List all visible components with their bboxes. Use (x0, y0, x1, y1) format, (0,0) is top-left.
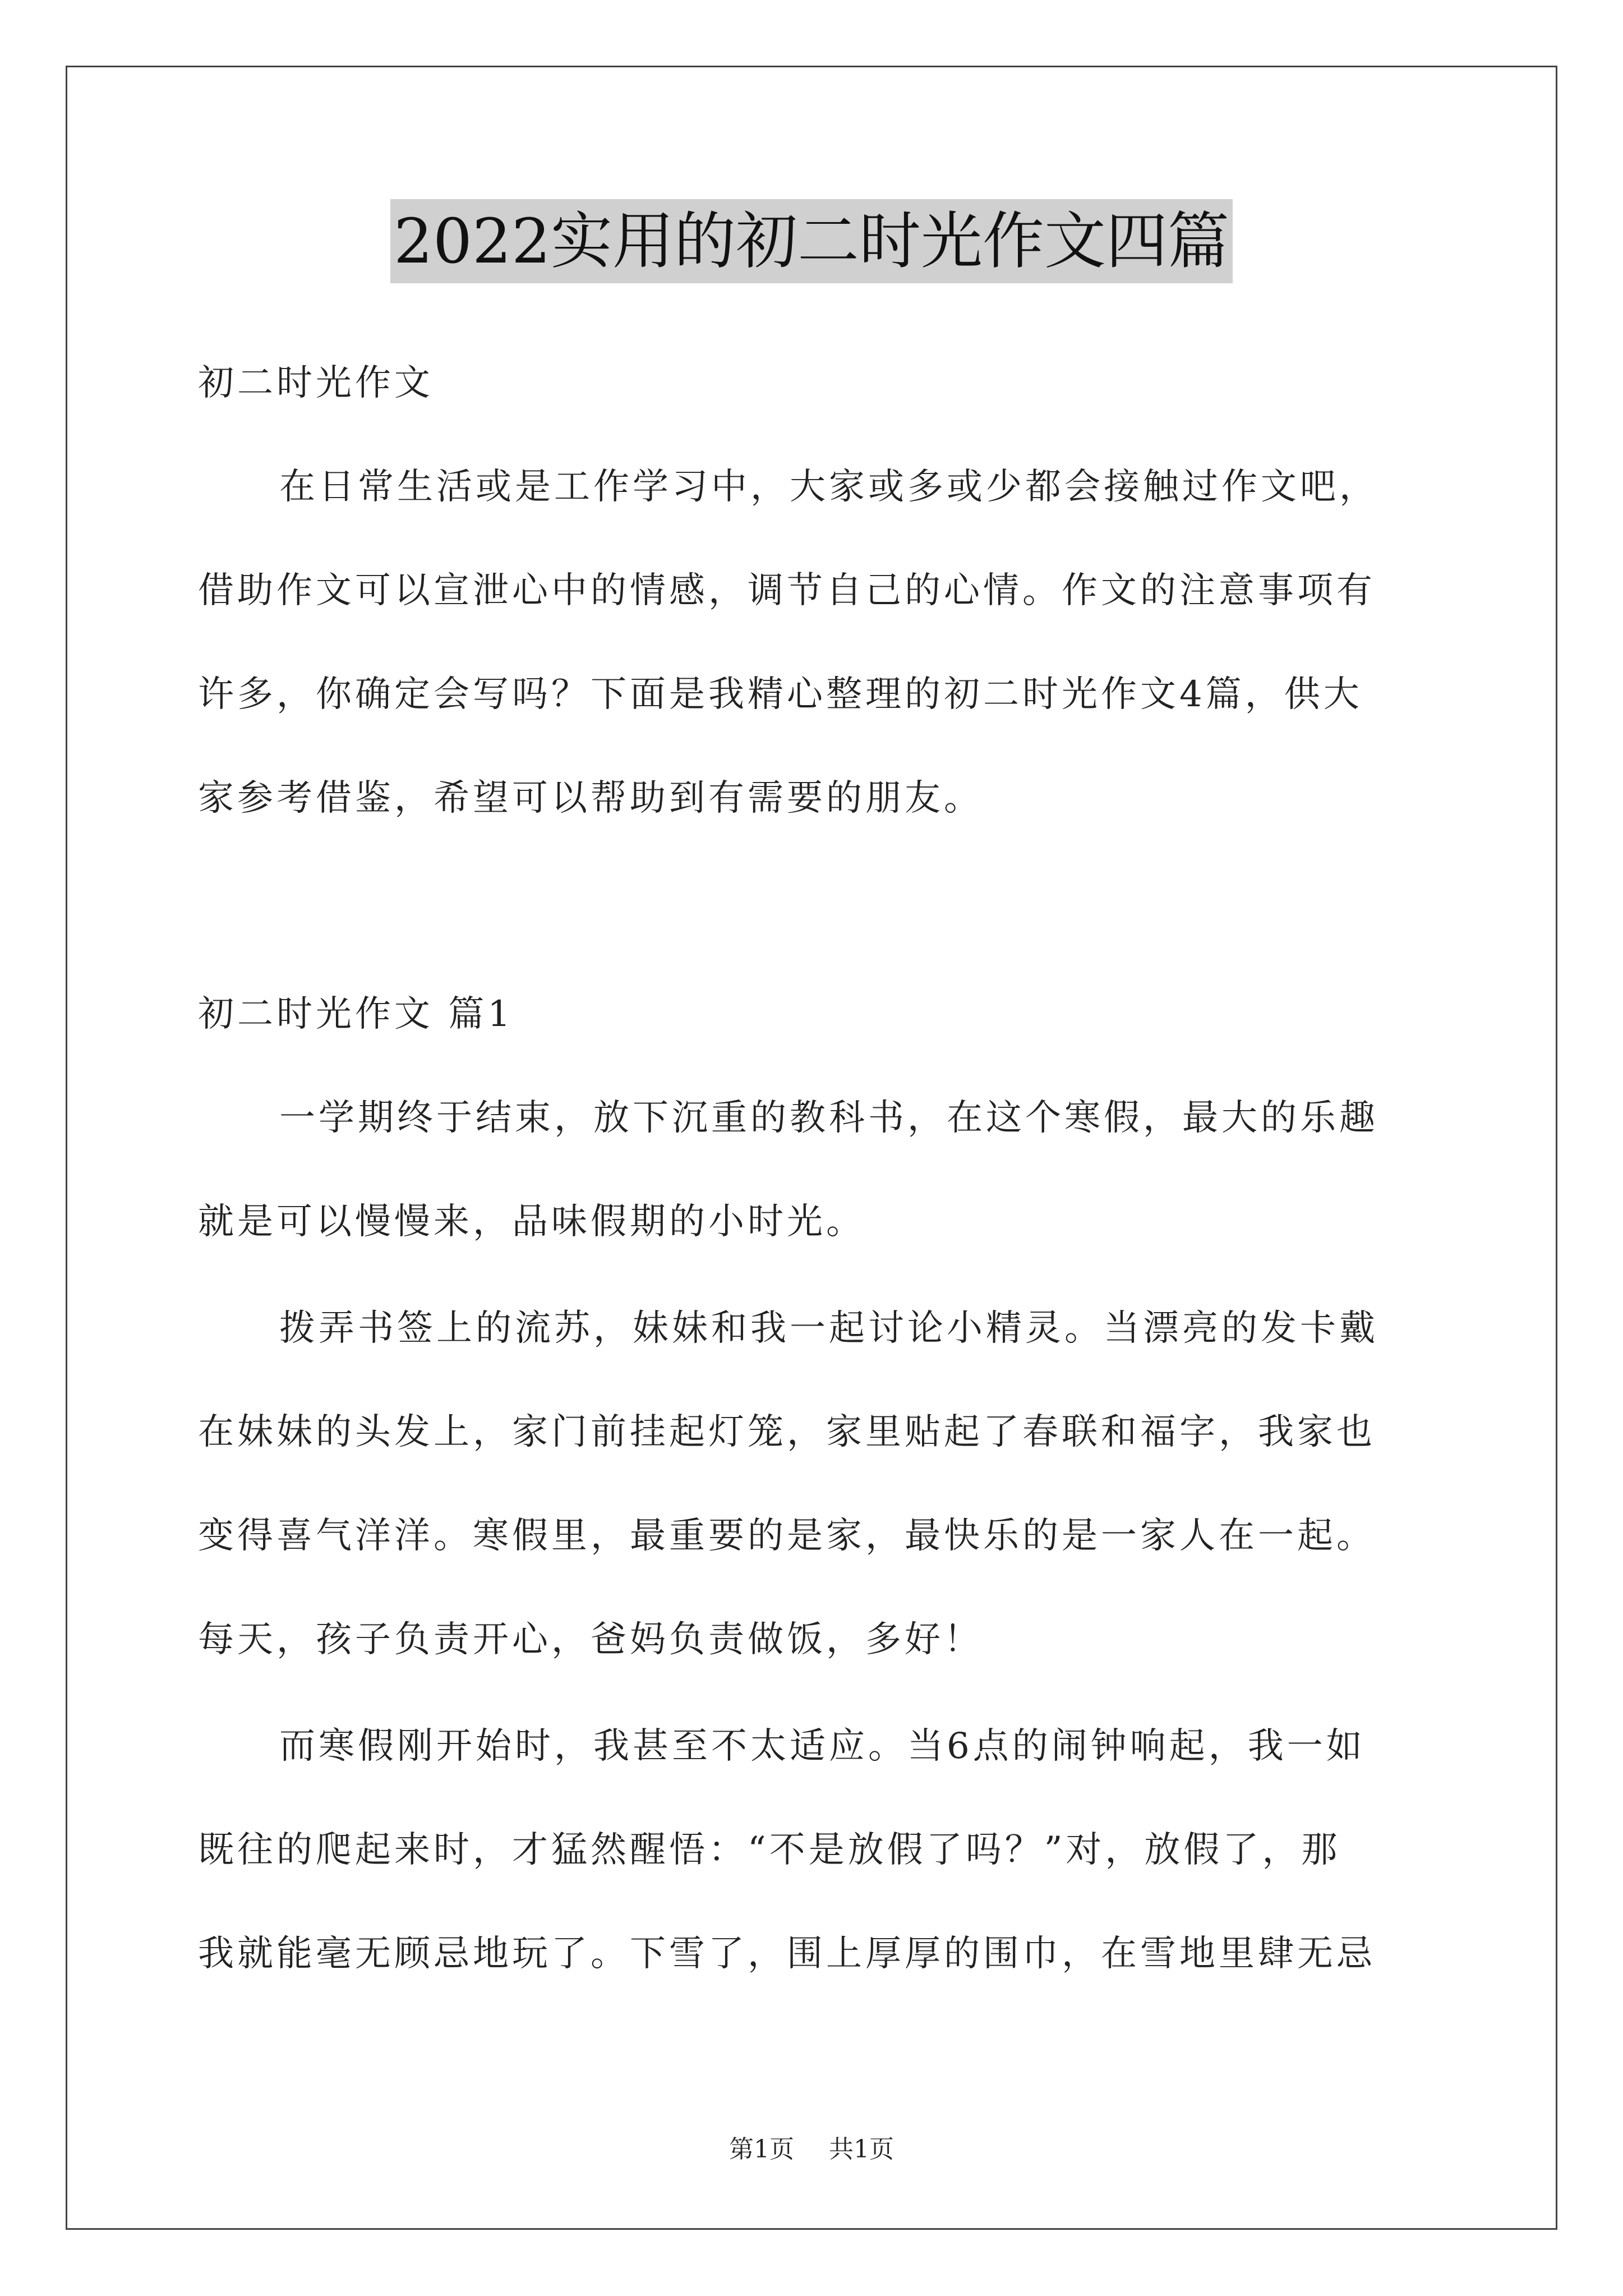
page-total: 共1页 (829, 2135, 894, 2164)
text-line: 家参考借鉴，希望可以帮助到有需要的朋友。 (198, 777, 983, 819)
text-line: 借助作文可以宣泄心中的情感，调节自己的心情。作文的注意事项有 (198, 570, 1376, 611)
text-line: 变得喜气洋洋。寒假里，最重要的是家，最快乐的是一家人在一起。 (198, 1515, 1376, 1557)
paragraph-line (198, 642, 1427, 747)
document-title: 2022实用的初二时光作文四篇 (390, 199, 1233, 283)
text-line: 拨弄书签上的流苏，妹妹和我一起讨论小精灵。当漂亮的发卡戴 (279, 1308, 1378, 1349)
page-number: 第1页 (729, 2135, 794, 2164)
text-line: 在妹妹的头发上，家门前挂起灯笼，家里贴起了春联和福字，我家也 (198, 1411, 1376, 1453)
paragraph-line (198, 1276, 1427, 1381)
text-line: 就是可以慢慢来，品味假期的小时光。 (198, 1201, 865, 1243)
paragraph-line (198, 1902, 1427, 2006)
text-line: 我就能毫无顾忌地玩了。下雪了，围上厚厚的围巾，在雪地里肆无忌 (198, 1933, 1376, 1975)
paragraph-line (198, 962, 1427, 1066)
paragraph-line (198, 1694, 1427, 1798)
page-footer (0, 2129, 1623, 2165)
paragraph-line (198, 1588, 1427, 1692)
paragraph-line (198, 1066, 1427, 1170)
text-line: 而寒假刚开始时，我甚至不太适应。当6点的闹钟响起，我一如 (279, 1726, 1366, 1767)
text-line: 既往的爬起来时，才猛然醒悟：“不是放假了吗？”对，放假了，那 (198, 1829, 1341, 1871)
text-line: 一学期终于结束，放下沉重的教科书，在这个寒假，最大的乐趣 (279, 1097, 1378, 1139)
paragraph-line (198, 1484, 1427, 1588)
title-container (0, 199, 1623, 283)
paragraph-line (198, 331, 1427, 435)
paragraph-line (198, 539, 1427, 643)
text-line: 许多，你确定会写吗？下面是我精心整理的初二时光作文4篇，供大 (198, 674, 1363, 715)
text-line: 每天，孩子负责开心，爸妈负责做饭，多好！ (198, 1619, 983, 1660)
paragraph-line (198, 1170, 1427, 1274)
text-line: 初二时光作文 篇1 (198, 993, 514, 1035)
paragraph-line (198, 1380, 1427, 1484)
paragraph-line (198, 746, 1427, 850)
text-line: 在日常生活或是工作学习中，大家或多或少都会接触过作文吧， (279, 466, 1378, 508)
paragraph-line (198, 1798, 1427, 1902)
text-line: 初二时光作文 (198, 362, 434, 404)
paragraph-line (198, 435, 1427, 539)
